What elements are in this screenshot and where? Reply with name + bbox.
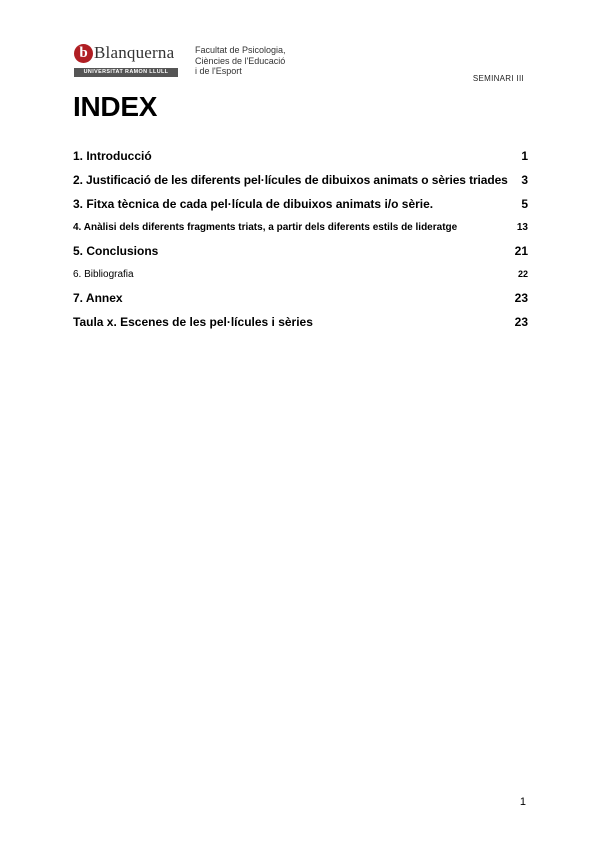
toc-entry[interactable] [73, 291, 528, 305]
course-label: SEMINARI III [472, 74, 524, 83]
faculty-line: i de l'Esport [195, 66, 242, 76]
toc-entry-label: Taula x. Escenes de les pel·lícules i sèries [73, 315, 313, 329]
toc-entry-label: 5. Conclusions [73, 244, 159, 258]
faculty-name [195, 45, 325, 77]
toc-entry-label: 2. Justificació de les diferents pel·lícules de dibuixos animats o sèries triades [73, 173, 508, 187]
toc-entry-page: 1 [521, 149, 528, 163]
toc-entry[interactable] [73, 197, 528, 211]
toc-entry-page: 21 [514, 244, 528, 258]
faculty-line: Ciències de l'Educació [195, 55, 286, 66]
blanquerna-logo [74, 42, 180, 80]
faculty-line: Facultat de Psicologia, [195, 45, 286, 55]
toc-entry[interactable] [73, 244, 528, 258]
toc-entry[interactable] [73, 149, 528, 163]
toc-entry-page: 3 [521, 173, 528, 187]
toc-entry-page: 23 [514, 291, 528, 305]
toc-entry[interactable] [73, 222, 528, 233]
toc-entry-page: 5 [521, 197, 528, 211]
logo-mark-icon: b [74, 44, 93, 63]
page-number: 1 [519, 796, 526, 808]
page-title: INDEX [73, 91, 158, 122]
toc-entry-label: 1. Introducció [73, 149, 152, 163]
toc-entry-page: 23 [514, 315, 528, 329]
page-header [74, 42, 534, 82]
toc-entry-label: 6. Bibliografia [73, 269, 134, 280]
logo-name: Blanquerna [94, 43, 175, 62]
toc-entry-label: 3. Fitxa tècnica de cada pel·lícula de dibuixos animats i/o sèrie. [73, 197, 434, 211]
toc-entry[interactable] [73, 315, 528, 329]
toc-entry-page: 13 [516, 222, 528, 233]
toc-entry-label: 7. Annex [73, 291, 123, 305]
toc-entry-page: 22 [517, 269, 528, 279]
toc-entry[interactable] [73, 269, 528, 280]
toc-entry-label: 4. Anàlisi dels diferents fragments triats, a partir dels diferents estils de lideratge [73, 222, 458, 233]
toc-entry[interactable] [73, 173, 528, 187]
logo-subtitle: UNIVERSITAT RAMON LLULL [74, 68, 178, 77]
